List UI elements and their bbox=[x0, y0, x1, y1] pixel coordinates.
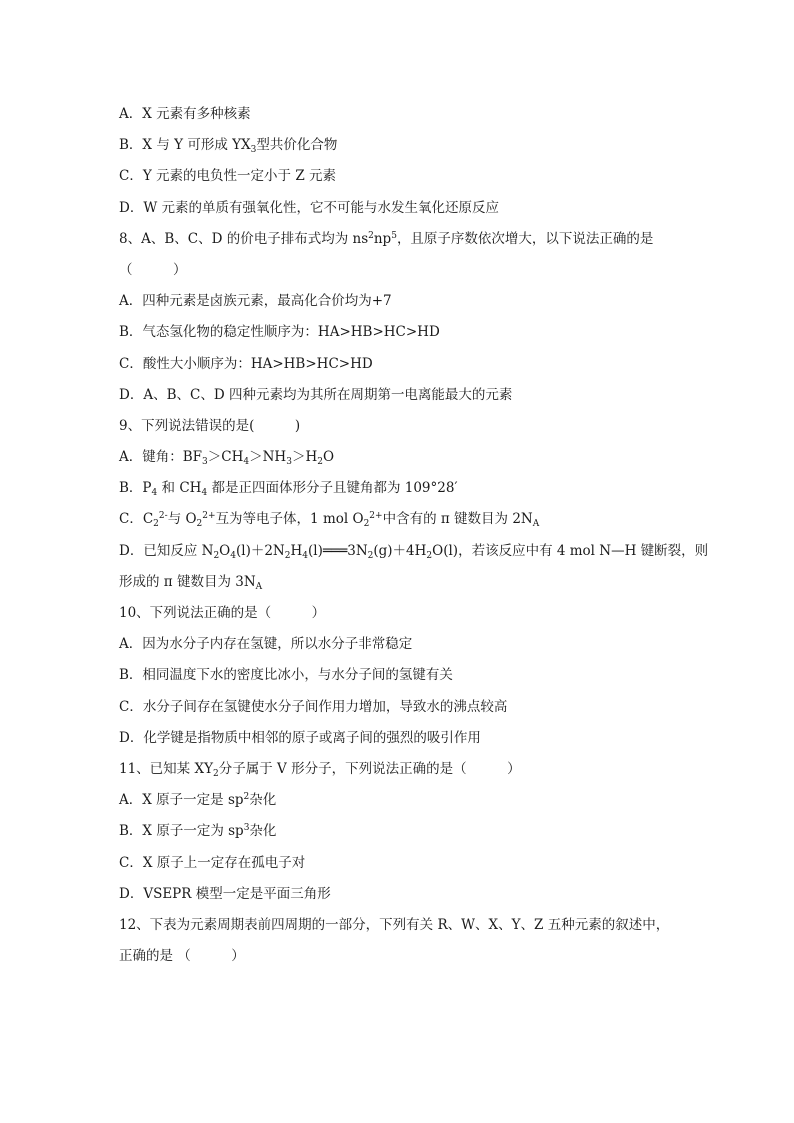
exam-page bbox=[119, 104, 719, 977]
q7-option-d: D．W 元素的单质有强氧化性，它不可能与水发生氧化还原反应 bbox=[119, 199, 499, 216]
q10-option-a: A．因为水分子内存在氢键，所以水分子非常稳定 bbox=[119, 636, 413, 653]
q10-option-c: C．水分子间存在氢键使水分子间作用力增加，导致水的沸点较高 bbox=[119, 698, 508, 715]
q12-stem: 12、下表为元素周期表前四周期的一部分，下列有关 R、W、X、Y、Z 五种元素的叙述中， bbox=[119, 916, 670, 933]
q8-stem: 8、A、B、C、D 的价电子排布式均为 $ns^2np^5$，且原子序数依次增大，以下说法正确的是 bbox=[119, 230, 654, 247]
q8-option-a: A．四种元素是卤族元素，最高化合价均为+7 bbox=[119, 293, 392, 310]
q11-option-b: B．X 原子一定为 $sp^3$杂化 bbox=[119, 823, 277, 840]
q12-stem-continued: 正确的是 （ ） bbox=[119, 948, 245, 965]
q10-option-b: B．相同温度下水的密度比冰小，与水分子间的氢键有关 bbox=[119, 667, 453, 684]
q11-option-a: A．X 原子一定是 $sp^2$杂化 bbox=[119, 792, 277, 809]
q8-option-b: B．气态氢化物的稳定性顺序为：HA>HB>HC>HD bbox=[119, 324, 440, 341]
q9-stem: 9、下列说法错误的是( ) bbox=[119, 417, 301, 434]
q11-option-c: C．X 原子上一定存在孤电子对 bbox=[119, 854, 306, 871]
q9-option-c: C．$C_2^{2-}$与 $O_2^{2+}$互为等电子体，1 mol $O_2^{2+}$中含有的 π 键数目为 $2N_A$ bbox=[119, 511, 540, 530]
q8-option-c: C．酸性大小顺序为：HA>HB>HC>HD bbox=[119, 355, 373, 372]
q9-option-a: A．键角：$BF_3>CH_4>NH_3>H_2O$ bbox=[119, 449, 335, 468]
q7-option-a: A．X 元素有多种核素 bbox=[119, 106, 251, 122]
q10-stem: 10、下列说法正确的是（ ） bbox=[119, 605, 326, 621]
q8-option-d: D．A、B、C、D 四种元素均为其所在周期第一电离能最大的元素 bbox=[119, 386, 513, 403]
q10-option-d: D．化学键是指物质中相邻的原子或离子间的强烈的吸引作用 bbox=[119, 729, 481, 746]
q8-answer-paren: （ ） bbox=[119, 261, 187, 278]
q9-option-d-continued: 形成的 π 键数目为 $3N_A$ bbox=[119, 573, 263, 592]
q9-option-b: B．$P_4$ 和 $CH_4$ 都是正四面体形分子且键角都为 109°28′ bbox=[119, 480, 458, 499]
q7-option-b: B．X 与 Y 可形成 $YX_3$型共价化合物 bbox=[119, 137, 338, 156]
q11-stem: 11、已知某 $XY_2$分子属于 V 形分子，下列说法正确的是（ ） bbox=[119, 760, 521, 779]
q9-option-d: D．已知反应 $N_2O_4(l)+2N_2H_4(l)═══3N_2(g)+4H_2O(l)$，若该反应中有 4 mol N—H 键断裂，则 bbox=[119, 542, 709, 561]
q11-option-d: D．VSEPR 模型一定是平面三角形 bbox=[119, 885, 331, 902]
q7-option-c: C．Y 元素的电负性一定小于 Z 元素 bbox=[119, 168, 336, 185]
